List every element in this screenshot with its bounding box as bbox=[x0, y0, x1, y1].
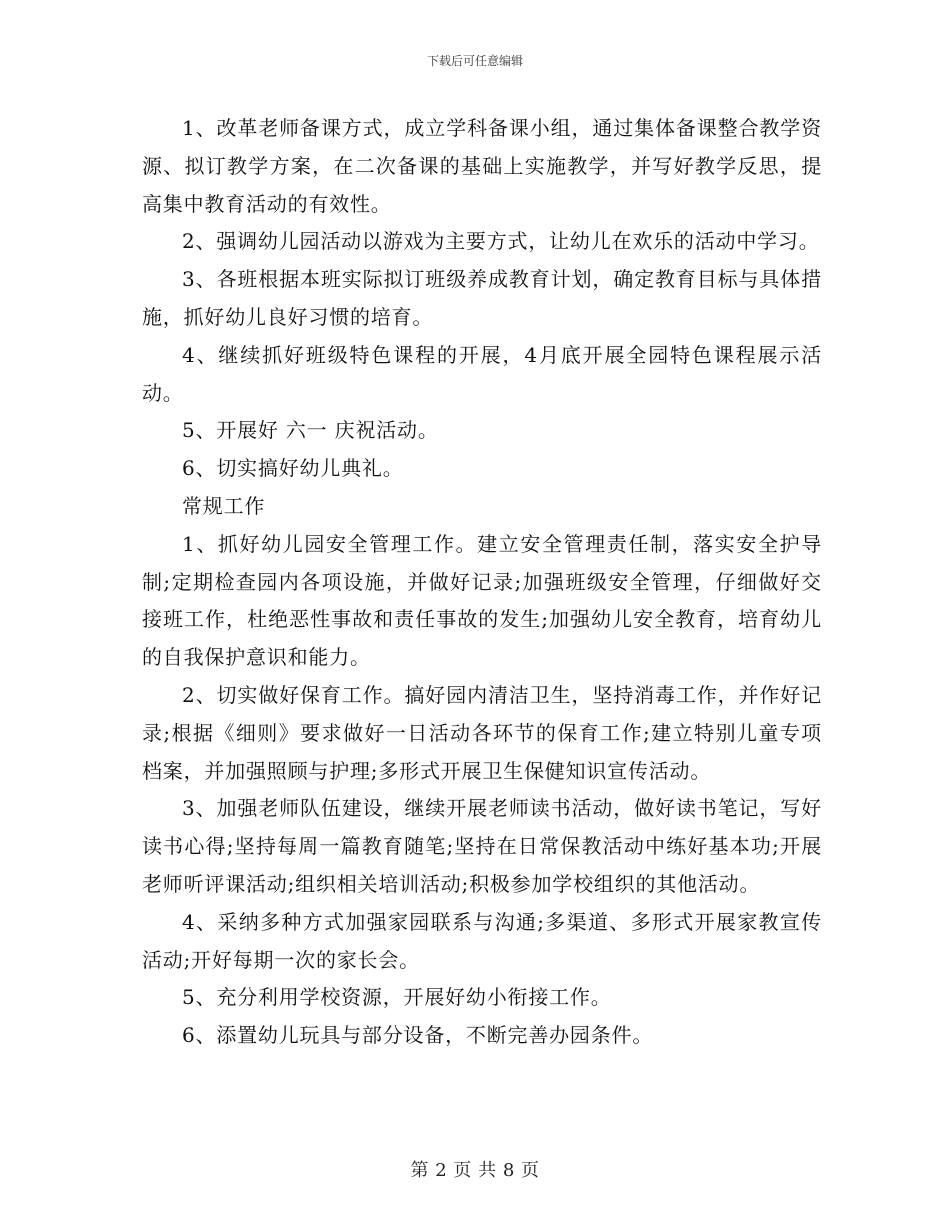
paragraph-teaching-reform: 1、改革老师备课方式，成立学科备课小组，通过集体备课整合教学资源、拟订教学方案，在二次备课的基础上实施教学，并写好教学反思，提高集中教育活动的有效性。 bbox=[142, 116, 822, 216]
paragraph-featured-courses: 4、继续抓好班级特色课程的开展，4月底开展全园特色课程展示活动。 bbox=[142, 342, 822, 405]
paragraph-ceremony: 6、切实搞好幼儿典礼。 bbox=[182, 456, 404, 481]
paragraph-childcare: 2、切实做好保育工作。搞好园内清洁卫生，坚持消毒工作，并作好记录;根据《细则》要求做好一日活动各环节的保育工作;建立特别儿童专项档案，并加强照顾与护理;多形式开展卫生保健知识宣传活动。 bbox=[142, 682, 822, 783]
page-header: 下载后可任意编辑 bbox=[426, 54, 523, 68]
paragraph-equipment: 6、添置幼儿玩具与部分设备，不断完善办园条件。 bbox=[182, 1023, 654, 1048]
paragraph-teacher-development: 3、加强老师队伍建设，继续开展老师读书活动，做好读书笔记，写好读书心得;坚持每周一篇教育随笔;坚持在日常保教活动中练好基本功;开展老师听评课活动;组织相关培训活动;积极参加学校组织的其他活动。 bbox=[142, 796, 822, 896]
paragraph-play-based-learning: 2、强调幼儿园活动以游戏为主要方式，让幼儿在欢乐的活动中学习。 bbox=[182, 229, 820, 254]
document-body bbox=[142, 110, 822, 1055]
paragraph-habit-education: 3、各班根据本班实际拟订班级养成教育计划，确定教育目标与具体措施，抓好幼儿良好习惯的培育。 bbox=[142, 267, 822, 329]
section-heading-routine-work: 常规工作 bbox=[182, 493, 266, 518]
paragraph-home-school-contact: 4、采纳多种方式加强家园联系与沟通;多渠道、多形式开展家教宣传活动;开好每期一次的家长会。 bbox=[142, 909, 822, 972]
paragraph-safety-management: 1、抓好幼儿园安全管理工作。建立安全管理责任制，落实安全护导制;定期检查园内各项设施，并做好记录;加强班级安全管理，仔细做好交接班工作，杜绝恶性事故和责任事故的发生;加强幼儿安全教育，培育幼儿的自我保护意识和能力。 bbox=[142, 531, 822, 670]
paragraph-childrens-day: 5、开展好 六一 庆祝活动。 bbox=[182, 418, 439, 443]
paragraph-transition-work: 5、充分利用学校资源，开展好幼小衔接工作。 bbox=[182, 985, 612, 1010]
page-number: 第 2 页 共 8 页 bbox=[410, 1160, 540, 1181]
